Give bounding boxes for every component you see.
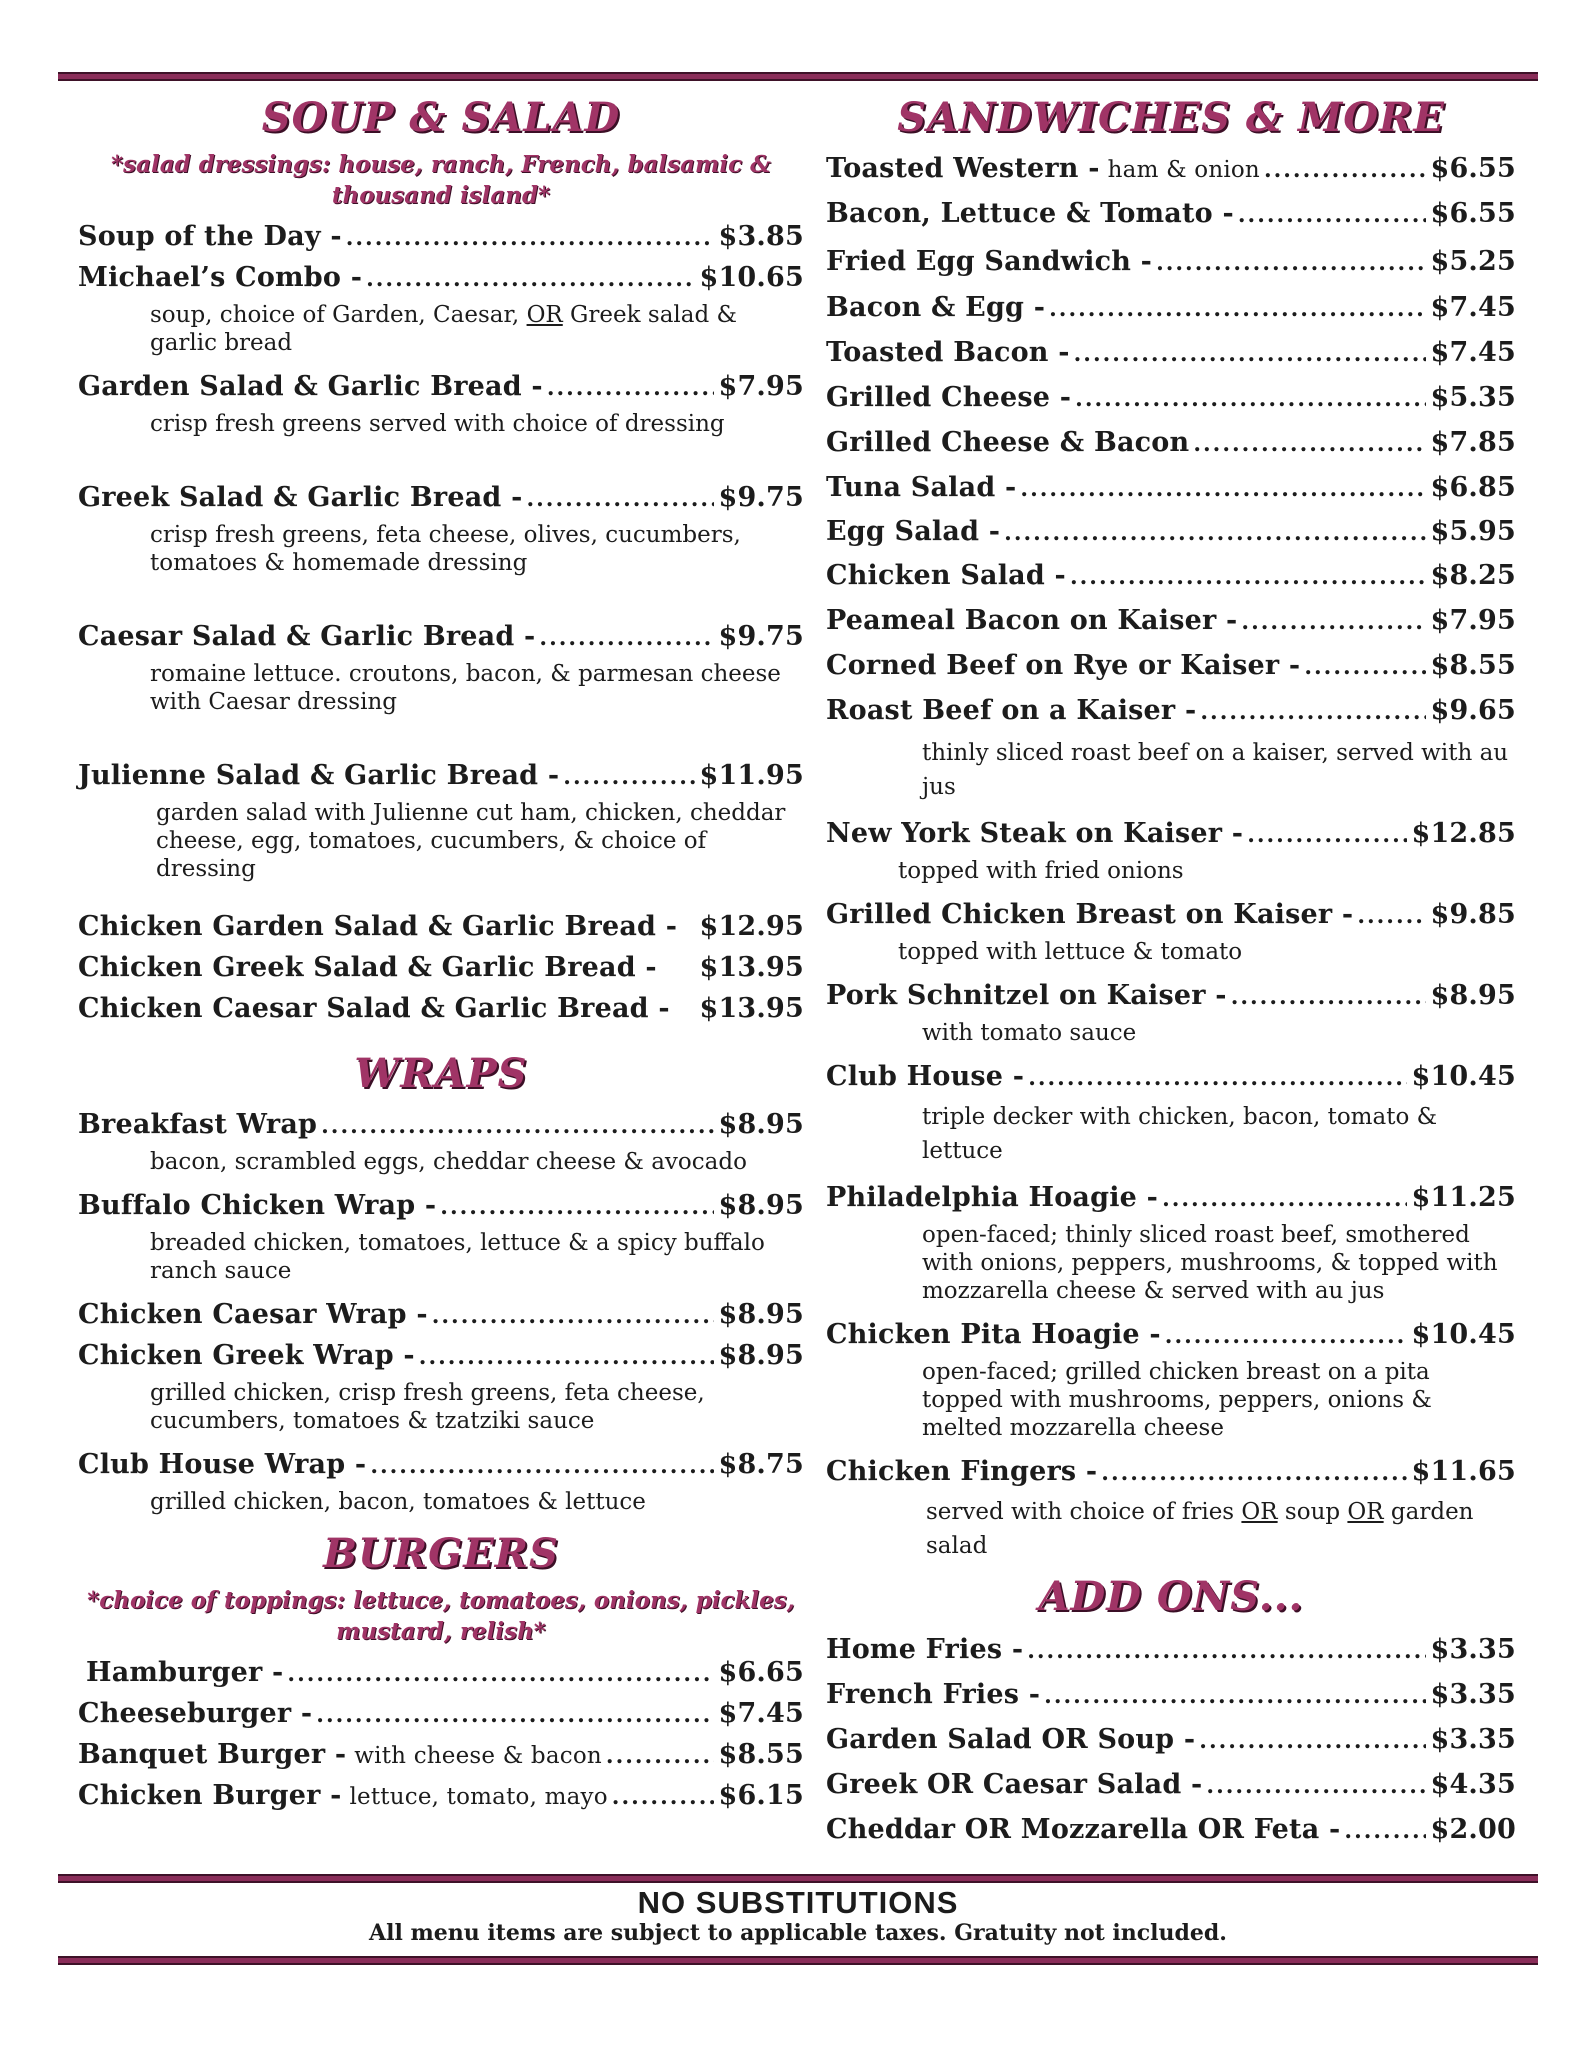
item-name: Toasted Bacon -: [826, 337, 1070, 368]
item-name: Cheddar OR Mozzarella OR Feta -: [826, 1814, 1341, 1845]
item-name: Home Fries -: [826, 1634, 1024, 1665]
item-description: grilled chicken, bacon, tomatoes & lettuce: [150, 1489, 646, 1515]
item-price: $10.65: [699, 262, 804, 293]
menu-item: [78, 1653, 804, 1694]
item-price: $12.95: [699, 911, 804, 942]
toppings-note: *choice of toppings: lettuce, tomatoes, onions, pickles, mustard, relish*: [87, 1587, 795, 1645]
menu-item: [826, 1178, 1516, 1219]
item-price: $3.85: [718, 221, 804, 252]
burgers-title: BURGERS: [323, 1530, 559, 1577]
item-description: topped with lettuce & tomato: [898, 939, 1243, 965]
bottom-rule-lower: [58, 1956, 1538, 1965]
item-name: Grilled Cheese & Bacon: [826, 427, 1190, 458]
item-description: breaded chicken, tomatoes, lettuce & a spicy buffalo ranch sauce: [150, 1230, 765, 1284]
item-name: Breakfast Wrap: [78, 1109, 318, 1140]
menu-item: [826, 190, 1516, 239]
item-name: Chicken Salad -: [826, 560, 1066, 591]
menu-item: [826, 644, 1516, 689]
item-extra: with cheese & bacon: [354, 1743, 602, 1769]
item-extra: ham & onion: [1107, 157, 1260, 183]
left-column: [78, 84, 804, 1817]
top-rule: [58, 72, 1538, 81]
item-description: romaine lettuce. croutons, bacon, & parmesan cheese with Caesar dressing: [150, 661, 781, 715]
item-name: Garden Salad & Garlic Bread -: [78, 371, 543, 402]
wraps-title: WRAPS: [354, 1050, 528, 1097]
menu-item: [826, 814, 1516, 855]
item-name: Chicken Greek Wrap -: [78, 1340, 415, 1371]
item-price: $6.85: [1430, 472, 1516, 503]
menu-item: [78, 1776, 804, 1817]
item-price: $8.55: [1430, 650, 1516, 681]
item-price: $5.95: [1430, 516, 1516, 547]
item-description: soup, choice of Garden, Caesar, OR Greek salad & garlic bread: [150, 302, 737, 356]
menu-item: [78, 907, 804, 948]
menu-item: [826, 149, 1516, 190]
item-name: Tuna Salad -: [826, 472, 1017, 503]
item-name: Corned Beef on Rye or Kaiser -: [826, 650, 1301, 681]
item-description: thinly sliced roast beef on a kaiser, served with au jus: [922, 740, 1509, 800]
item-name: Toasted Western -: [826, 153, 1100, 184]
item-price: $13.95: [699, 993, 804, 1024]
item-name: Club House Wrap -: [78, 1449, 367, 1480]
item-name: Hamburger -: [86, 1657, 284, 1688]
menu-item: [78, 217, 804, 258]
item-price: $13.95: [699, 952, 804, 983]
item-name: Garden Salad OR Soup -: [826, 1724, 1196, 1755]
menu-item: [826, 1315, 1516, 1356]
item-name: Grilled Cheese -: [826, 382, 1072, 413]
item-price: $6.55: [1430, 198, 1516, 229]
item-name: Grilled Chicken Breast on Kaiser -: [826, 899, 1354, 930]
item-price: $7.85: [1430, 427, 1516, 458]
item-description: bacon, scrambled eggs, cheddar cheese & avocado: [150, 1149, 747, 1175]
item-name: Chicken Caesar Salad & Garlic Bread -: [78, 993, 670, 1024]
menu-item: [826, 689, 1516, 734]
item-name: Chicken Fingers -: [826, 1456, 1098, 1487]
menu-item: [826, 976, 1516, 1017]
bottom-rule-upper: [58, 1874, 1538, 1883]
item-description: grilled chicken, crisp fresh greens, feta cheese, cucumbers, tomatoes & tzatziki sauce: [150, 1380, 705, 1434]
item-price: $8.55: [718, 1739, 804, 1770]
menu-item: [78, 478, 804, 519]
item-price: $9.85: [1430, 899, 1516, 930]
item-price: $8.25: [1430, 560, 1516, 591]
menu-item: [78, 1445, 804, 1486]
item-price: $8.95: [1430, 980, 1516, 1011]
item-price: $8.95: [718, 1299, 804, 1330]
item-price: $6.15: [718, 1780, 804, 1811]
item-price: $3.35: [1430, 1679, 1516, 1710]
item-name: Julienne Salad & Garlic Bread -: [78, 760, 560, 791]
menu-item: [78, 258, 804, 299]
item-price: $9.65: [1430, 695, 1516, 726]
menu-item: [78, 367, 804, 408]
footer: [58, 1886, 1538, 1946]
menu-item: [826, 1808, 1516, 1853]
item-extra: lettuce, tomato, mayo: [349, 1784, 608, 1810]
tax-notice: All menu items are subject to applicable taxes. Gratuity not included.: [369, 1920, 1227, 1946]
menu-item: [78, 1186, 804, 1227]
menu-item: [78, 756, 804, 797]
item-name: Greek Salad & Garlic Bread -: [78, 482, 523, 513]
item-name: Banquet Burger -: [78, 1739, 347, 1770]
item-price: $3.35: [1430, 1634, 1516, 1665]
item-name: Caesar Salad & Garlic Bread -: [78, 621, 536, 652]
item-name: Greek OR Caesar Salad -: [826, 1769, 1203, 1800]
item-description: with tomato sauce: [922, 1020, 1137, 1046]
item-price: $7.45: [1430, 292, 1516, 323]
menu-item: [826, 895, 1516, 936]
item-name: Chicken Garden Salad & Garlic Bread -: [78, 911, 678, 942]
item-name: Bacon, Lettuce & Tomato -: [826, 198, 1234, 229]
salad-dressings-note: *salad dressings: house, ranch, French, balsamic & thousand island*: [111, 151, 771, 209]
item-description: topped with fried onions: [898, 858, 1184, 884]
menu-item: [78, 1105, 804, 1146]
item-name: Soup of the Day -: [78, 221, 342, 252]
menu-item: [78, 948, 804, 989]
right-column: [826, 84, 1516, 1853]
item-price: $6.55: [1430, 153, 1516, 184]
soup-salad-title: SOUP & SALAD: [261, 94, 621, 141]
item-price: $7.95: [718, 371, 804, 402]
item-description: crisp fresh greens served with choice of dressing: [150, 411, 725, 437]
item-name: Chicken Caesar Wrap -: [78, 1299, 428, 1330]
item-price: $4.35: [1430, 1769, 1516, 1800]
menu-item: [78, 1336, 804, 1377]
item-description: served with choice of fries OR soup OR garden salad: [926, 1499, 1474, 1559]
item-description: triple decker with chicken, bacon, tomato & lettuce: [922, 1104, 1438, 1164]
item-name: Bacon & Egg -: [826, 292, 1046, 323]
item-name: Chicken Greek Salad & Garlic Bread -: [78, 952, 657, 983]
item-name: New York Steak on Kaiser -: [826, 818, 1244, 849]
menu-item: [826, 286, 1516, 331]
item-name: Club House -: [826, 1061, 1025, 1092]
menu-item: [826, 331, 1516, 376]
menu-item: [826, 1673, 1516, 1718]
item-name: Egg Salad -: [826, 516, 1001, 547]
menu-item: [826, 466, 1516, 511]
item-description: open-faced; grilled chicken breast on a pita topped with mushrooms, peppers, onions & melted mozzarella cheese: [922, 1359, 1432, 1441]
item-price: $11.25: [1411, 1182, 1516, 1213]
item-price: $9.75: [718, 482, 804, 513]
item-price: $6.65: [718, 1657, 804, 1688]
item-price: $12.85: [1411, 818, 1516, 849]
menu-item: [78, 989, 804, 1030]
item-price: $5.25: [1430, 246, 1516, 277]
item-name: Philadelphia Hoagie -: [826, 1182, 1159, 1213]
item-name: Pork Schnitzel on Kaiser -: [826, 980, 1227, 1011]
menu-item: [826, 421, 1516, 466]
item-price: $3.35: [1430, 1724, 1516, 1755]
sandwiches-title: SANDWICHES & MORE: [897, 94, 1445, 141]
menu-item: [826, 1628, 1516, 1673]
item-price: $7.95: [1430, 605, 1516, 636]
item-price: $9.75: [718, 621, 804, 652]
item-price: $10.45: [1411, 1319, 1516, 1350]
menu-item: [826, 554, 1516, 599]
menu-item: [826, 511, 1516, 554]
menu-item: [826, 376, 1516, 421]
menu-item: [78, 1694, 804, 1735]
menu-item: [826, 1057, 1516, 1098]
menu-item: [78, 1735, 804, 1776]
item-price: $7.45: [718, 1698, 804, 1729]
item-name: Cheeseburger -: [78, 1698, 313, 1729]
menu-item: [826, 599, 1516, 644]
item-name: Fried Egg Sandwich -: [826, 246, 1153, 277]
item-description: open-faced; thinly sliced roast beef, smothered with onions, peppers, mushrooms, & topped with mozzarella cheese & served with au jus: [922, 1222, 1498, 1304]
menu-item: [826, 1452, 1516, 1493]
item-name: Peameal Bacon on Kaiser -: [826, 605, 1238, 636]
item-name: Michael’s Combo -: [78, 262, 363, 293]
item-price: $8.95: [718, 1190, 804, 1221]
menu-item: [826, 1718, 1516, 1763]
item-price: $11.65: [1411, 1456, 1516, 1487]
item-name: Roast Beef on a Kaiser -: [826, 695, 1197, 726]
item-description: garden salad with Julienne cut ham, chicken, cheddar cheese, egg, tomatoes, cucumbers, & choice of dressing: [156, 800, 786, 882]
item-description: crisp fresh greens, feta cheese, olives, cucumbers, tomatoes & homemade dressing: [150, 522, 741, 576]
item-name: Chicken Burger -: [78, 1780, 342, 1811]
no-substitutions: NO SUBSTITUTIONS: [637, 1885, 959, 1920]
item-price: $8.95: [718, 1340, 804, 1371]
addons-title: ADD ONS...: [1038, 1573, 1304, 1620]
menu-item: [78, 1295, 804, 1336]
item-name: Chicken Pita Hoagie -: [826, 1319, 1161, 1350]
item-name: French Fries -: [826, 1679, 1041, 1710]
item-price: $2.00: [1430, 1814, 1516, 1845]
item-price: $7.45: [1430, 337, 1516, 368]
item-price: $10.45: [1411, 1061, 1516, 1092]
menu-item: [78, 617, 804, 658]
item-price: $11.95: [699, 760, 804, 791]
item-price: $5.35: [1430, 382, 1516, 413]
item-price: $8.95: [718, 1109, 804, 1140]
menu-item: [826, 239, 1516, 286]
item-price: $8.75: [718, 1449, 804, 1480]
item-name: Buffalo Chicken Wrap -: [78, 1190, 437, 1221]
menu-item: [826, 1763, 1516, 1808]
